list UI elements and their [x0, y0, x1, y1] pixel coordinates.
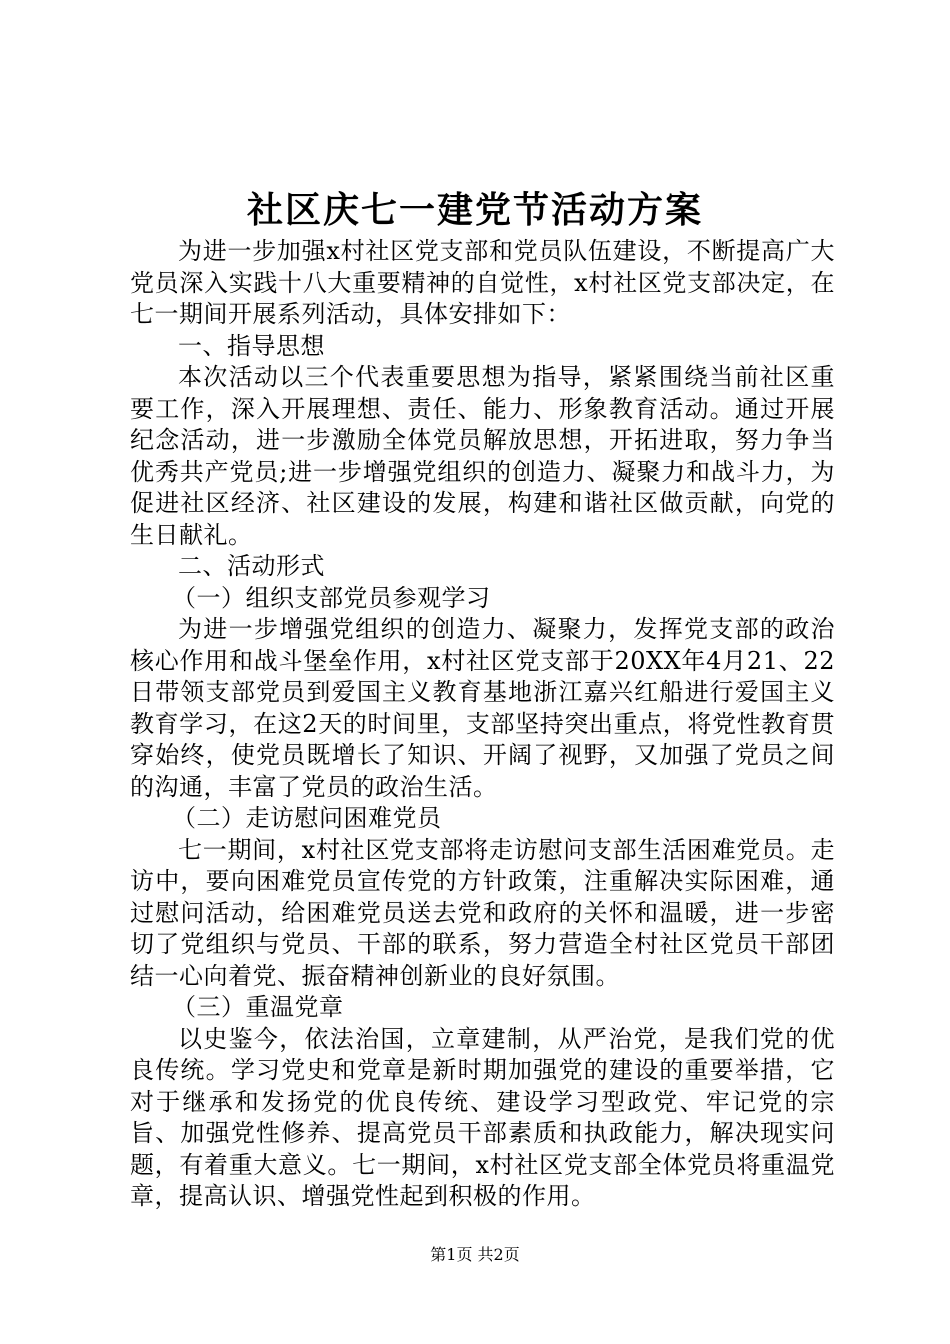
subsection-heading-visit-study: （一）组织支部党员参观学习: [172, 583, 491, 612]
visit-study-paragraph: 为进一步增强党组织的创造力、凝聚力，发挥党支部的政治核心作用和战斗堡垒作用，x村社区党支部于20XX年4月21、22日带领支部党员到爱国主义教育基地浙江嘉兴红船进行爱国主义教育学习，在这2天的时间里，支部坚持突出重点，将党性教育贯穿始终，使党员既增长了知识、开阔了视野，又加强了党员之间的沟通，丰富了党员的政治生活。: [130, 615, 835, 801]
guiding-ideology-paragraph: 本次活动以三个代表重要思想为指导，紧紧围绕当前社区重要工作，深入开展理想、责任、能力、形象教育活动。通过开展纪念活动，进一步激励全体党员解放思想，开拓进取，努力争当优秀共产党员;进一步增强党组织的创造力、凝聚力和战斗力，为促进社区经济、社区建设的发展，构建和谐社区做贡献，向党的生日献礼。: [130, 363, 835, 549]
section-heading-activity-forms: 二、活动形式: [178, 552, 325, 580]
party-constitution-paragraph: 以史鉴今，依法治国，立章建制，从严治党，是我们党的优良传统。学习党史和党章是新时期加强党的建设的重要举措，它对于继承和发扬党的优良传统、建设学习型政党、牢记党的宗旨、加强党性修养、提高党员干部素质和执政能力，解决现实问题，有着重大意义。七一期间，x村社区党支部全体党员将重温党章，提高认识、增强党性起到积极的作用。: [130, 1024, 835, 1210]
document-title: 社区庆七一建党节活动方案: [246, 189, 703, 231]
document-body: [130, 236, 835, 1213]
intro-paragraph: 为进一步加强x村社区党支部和党员队伍建设，不断提高广大党员深入实践十八大重要精神的自觉性，x村社区党支部决定，在七一期间开展系列活动，具体安排如下：: [130, 237, 835, 328]
subsection-heading-party-constitution: （三）重温党章: [172, 993, 344, 1021]
section-heading-guiding-ideology: 一、指导思想: [178, 331, 325, 360]
subsection-heading-condolence-visits: （二）走访慰问困难党员: [172, 804, 442, 832]
condolence-visits-paragraph: 七一期间，x村社区党支部将走访慰问支部生活困难党员。走访中，要向困难党员宣传党的方针政策，注重解决实际困难，通过慰问活动，给困难党员送去党和政府的关怀和温暖，进一步密切了党组织与党员、干部的联系，努力营造全村社区党员干部团结一心向着党、振奋精神创新业的良好氛围。: [130, 835, 835, 990]
page-footer: 第1页 共2页: [430, 1245, 520, 1264]
